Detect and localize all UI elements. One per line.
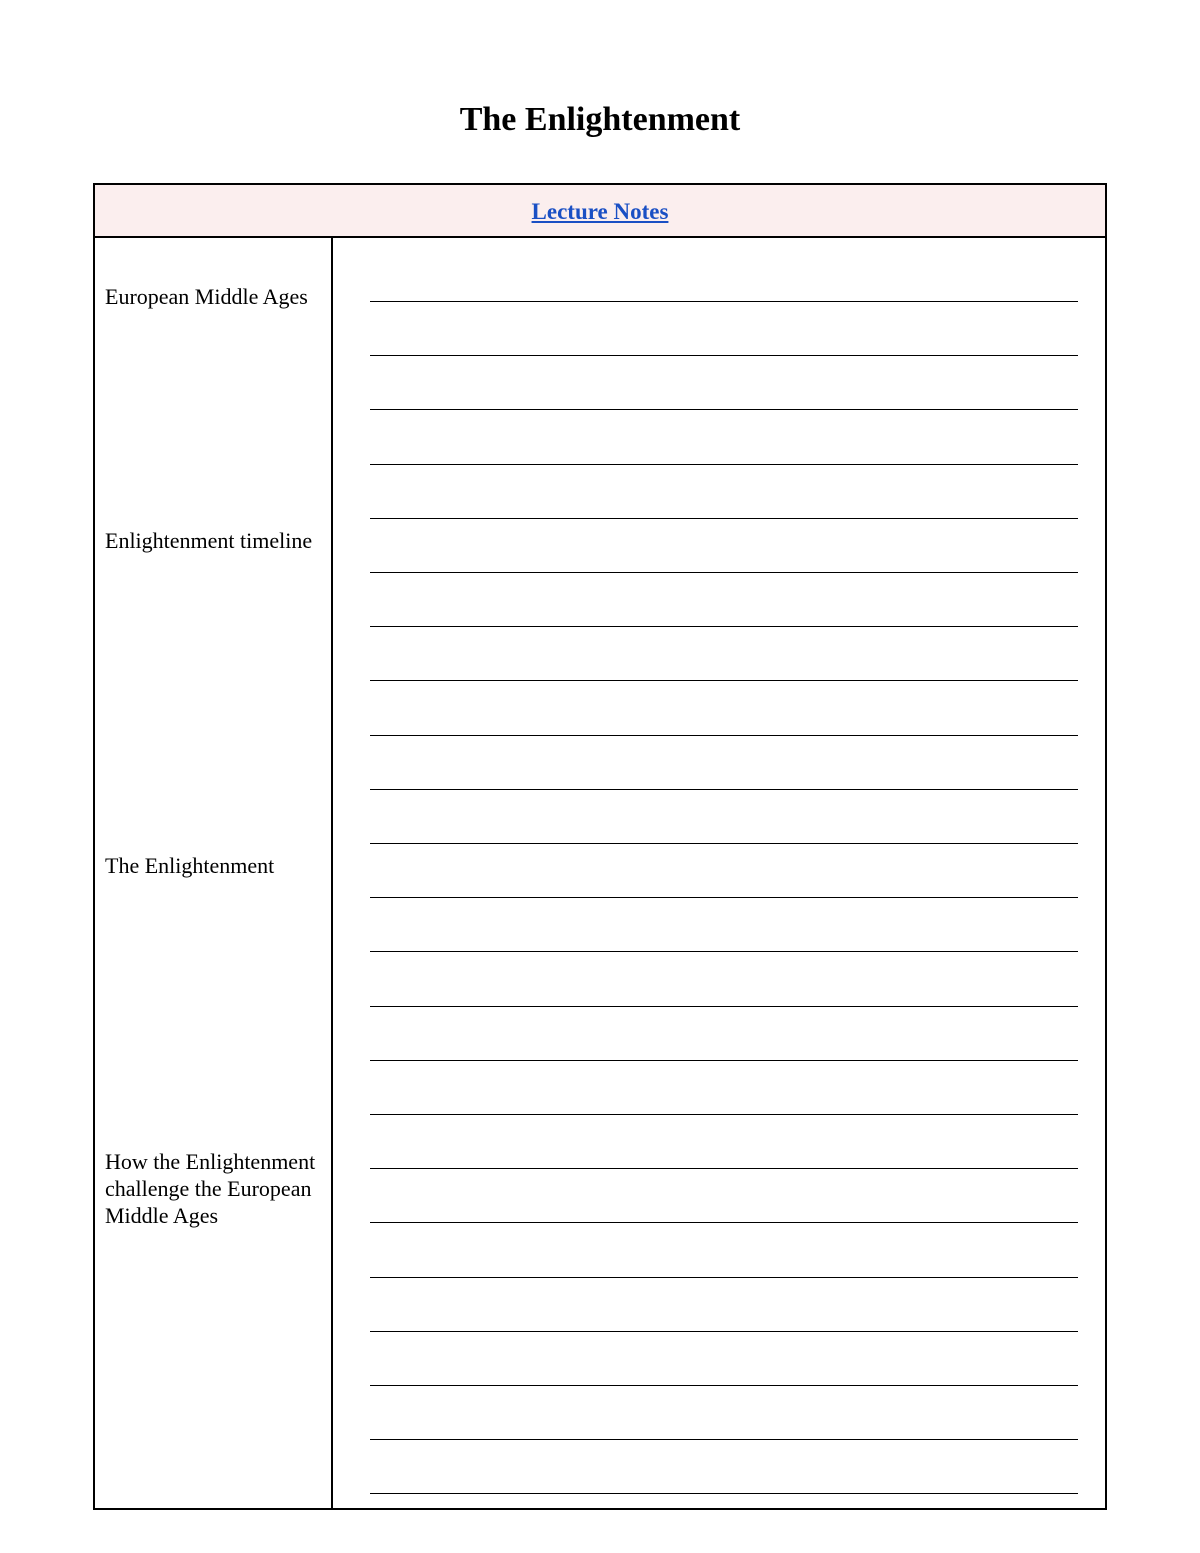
writing-line	[370, 680, 1078, 681]
topic-enlightenment-timeline: Enlightenment timeline	[105, 528, 313, 553]
topic-european-middle-ages: European Middle Ages	[105, 284, 308, 309]
writing-line	[370, 301, 1078, 302]
writing-line	[370, 1277, 1078, 1278]
writing-line	[370, 1331, 1078, 1332]
writing-line	[370, 1385, 1078, 1386]
writing-line	[370, 1493, 1078, 1494]
writing-line	[370, 518, 1078, 519]
writing-lines-area[interactable]	[370, 185, 1078, 1508]
topic-enlightenment-challenge: How the Enlightenment challenge the European Middle Ages	[105, 1149, 316, 1228]
writing-line	[370, 409, 1078, 410]
writing-line	[370, 355, 1078, 356]
column-divider	[331, 238, 333, 1510]
lecture-notes-table	[93, 183, 1107, 1510]
writing-line	[370, 464, 1078, 465]
writing-line	[370, 843, 1078, 844]
writing-line	[370, 951, 1078, 952]
writing-line	[370, 1222, 1078, 1223]
writing-line	[370, 735, 1078, 736]
writing-line	[370, 1060, 1078, 1061]
writing-line	[370, 789, 1078, 790]
writing-line	[370, 1114, 1078, 1115]
writing-line	[370, 626, 1078, 627]
page-title: The Enlightenment	[459, 101, 741, 138]
writing-line	[370, 1006, 1078, 1007]
writing-line	[370, 1168, 1078, 1169]
writing-line	[370, 1439, 1078, 1440]
lecture-notes-link[interactable]: Lecture Notes	[531, 199, 669, 224]
topic-the-enlightenment: The Enlightenment	[105, 853, 275, 878]
writing-line	[370, 572, 1078, 573]
writing-line	[370, 897, 1078, 898]
